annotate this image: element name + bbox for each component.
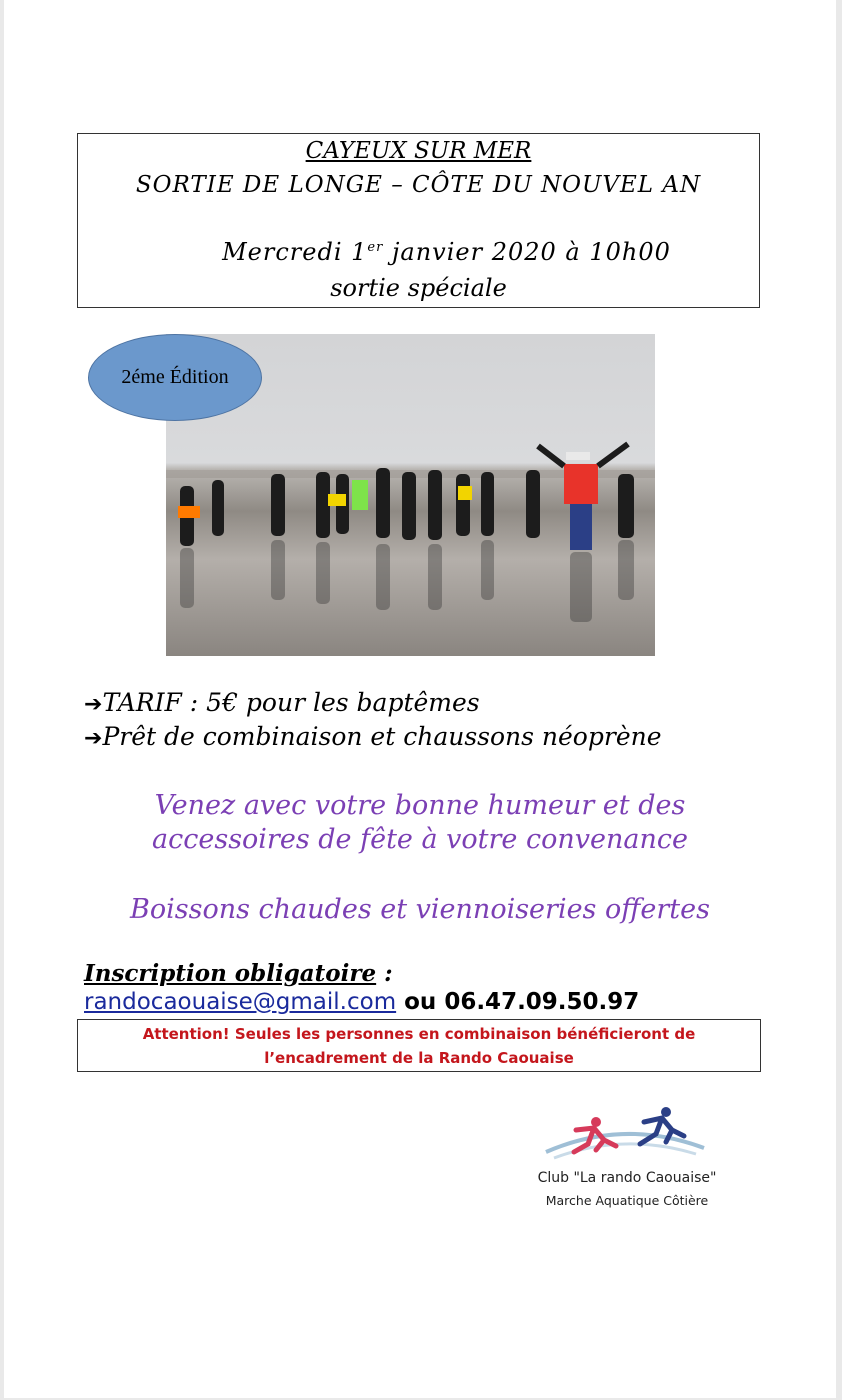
edition-badge: 2éme Édition bbox=[88, 334, 262, 421]
phone-number: ou 06.47.09.50.97 bbox=[396, 989, 640, 1015]
contact-line bbox=[84, 989, 639, 1015]
bullet-price-text: TARIF : 5€ pour les baptêmes bbox=[102, 688, 480, 717]
inscription-heading bbox=[84, 960, 393, 987]
date-prefix: Mercredi 1 bbox=[222, 238, 368, 266]
bullet-price bbox=[84, 688, 480, 717]
bullet-equipment-text: Prêt de combinaison et chaussons néoprène bbox=[102, 722, 662, 751]
email-link[interactable]: randocaouaise@gmail.com bbox=[84, 989, 397, 1015]
title-location: CAYEUX SUR MER bbox=[305, 138, 532, 164]
attention-line-2: l’encadrement de la Rando Caouaise bbox=[264, 1049, 574, 1067]
invite-line-1: Venez avec votre bonne humeur et des bbox=[154, 790, 686, 821]
club-subtitle: Marche Aquatique Côtière bbox=[545, 1193, 709, 1208]
club-name: Club "La rando Caouaise" bbox=[537, 1170, 717, 1186]
arrow-right-icon: ➔ bbox=[84, 692, 103, 717]
title-special: sortie spéciale bbox=[330, 274, 507, 302]
attention-notice bbox=[77, 1019, 761, 1072]
document-page bbox=[4, 0, 836, 1398]
invite-line-2: accessoires de fête à votre convenance bbox=[152, 824, 688, 855]
date-superscript: er bbox=[367, 240, 384, 255]
inscription-colon: : bbox=[376, 960, 393, 987]
attention-line-1: Attention! Seules les personnes en combinaison bénéficieront de bbox=[142, 1025, 696, 1043]
title-event: SORTIE DE LONGE – CÔTE DU NOUVEL AN bbox=[135, 172, 702, 198]
title-box bbox=[77, 133, 760, 308]
date-suffix: janvier 2020 à 10h00 bbox=[383, 238, 671, 266]
bullet-equipment bbox=[84, 722, 662, 751]
title-date bbox=[134, 238, 759, 266]
refreshments-line: Boissons chaudes et viennoiseries offertes bbox=[130, 894, 710, 925]
arrow-right-icon: ➔ bbox=[84, 726, 103, 751]
inscription-label: Inscription obligatoire bbox=[84, 960, 377, 987]
